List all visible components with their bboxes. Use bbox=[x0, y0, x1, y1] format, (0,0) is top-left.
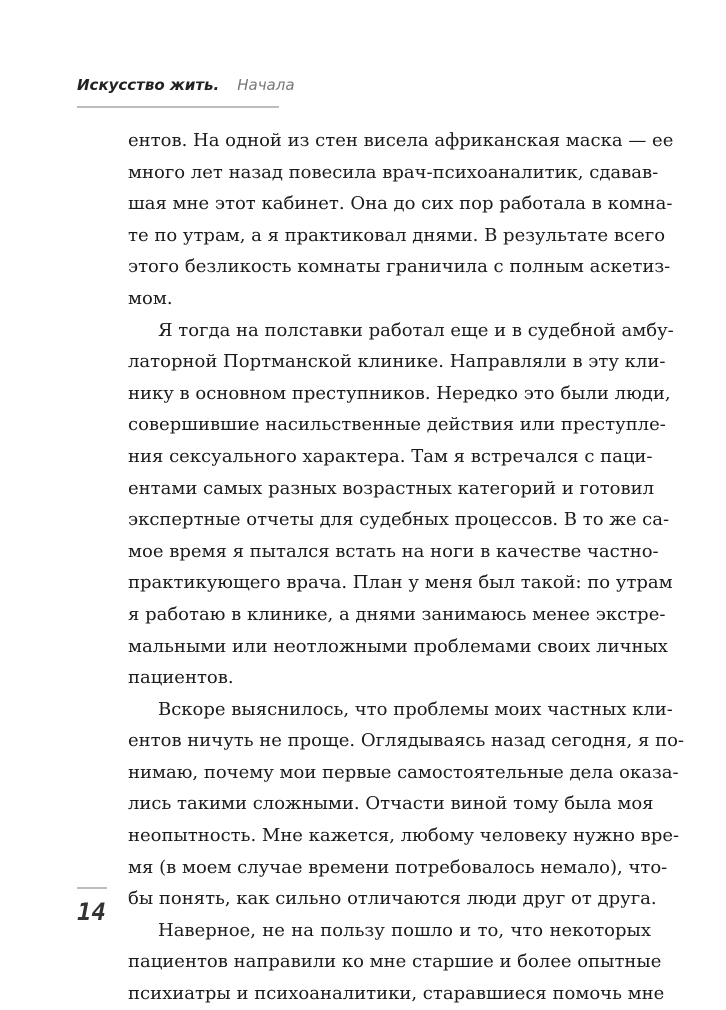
page-number: 14 bbox=[77, 898, 106, 926]
footer-rule bbox=[77, 887, 107, 889]
text-line: Вскоре выяснилось, что проблемы моих частных кли- bbox=[158, 698, 673, 720]
text-line: ния сексуального характера. Там я встречался с паци- bbox=[128, 445, 653, 467]
paragraph bbox=[128, 315, 674, 694]
text-line: Наверное, не на пользу пошло и то, что некоторых bbox=[158, 919, 651, 941]
chapter-title: Начала bbox=[237, 76, 295, 94]
text-line: ентов. На одной из стен висела африканская маска — ее bbox=[128, 130, 674, 151]
text-line: латорной Портманской клинике. Направляли в эту кли- bbox=[128, 351, 666, 373]
text-line: пациентов направили ко мне старшие и более опытные bbox=[128, 951, 662, 973]
text-line: много лет назад повесила врач-психоаналитик, сдавав- bbox=[128, 161, 659, 183]
running-head bbox=[77, 76, 295, 104]
text-line: психиатры и психоаналитики, старавшиеся помочь мне bbox=[128, 983, 665, 1005]
text-line: нимаю, почему мои первые самостоятельные дела оказа- bbox=[128, 761, 679, 783]
text-line: этого безликость комнаты граничила с полным аскетиз- bbox=[128, 256, 671, 278]
text-line: мя (в моем случае времени потребовалось немало), что- bbox=[128, 856, 668, 878]
text-line: ентами самых разных возрастных категорий и готовил bbox=[128, 477, 655, 499]
text-line: мальными или неотложными проблемами своих личных bbox=[128, 635, 668, 657]
paragraph bbox=[128, 694, 684, 915]
text-line: ентов ничуть не проще. Оглядываясь назад сегодня, я по- bbox=[128, 730, 684, 752]
text-line: шая мне этот кабинет. Она до сих пор работала в комна- bbox=[128, 193, 673, 215]
body-text bbox=[128, 125, 684, 1010]
text-line: мом. bbox=[128, 287, 173, 309]
book-title: Искусство жить. bbox=[77, 76, 220, 94]
text-line: те по утрам, а я практиковал днями. В результате всего bbox=[128, 224, 666, 246]
text-line: совершившие насильственные действия или преступле- bbox=[128, 414, 666, 436]
paragraph bbox=[128, 915, 665, 1010]
text-line: экспертные отчеты для судебных процессов. В то же са- bbox=[128, 509, 670, 531]
text-line: лись такими сложными. Отчасти виной тому была моя bbox=[128, 793, 654, 815]
paragraph bbox=[128, 125, 674, 315]
text-line: бы понять, как сильно отличаются люди друг от друга. bbox=[128, 888, 657, 910]
text-line: мое время я пытался встать на ноги в качестве частно- bbox=[128, 540, 659, 562]
text-line: пациентов. bbox=[128, 667, 234, 689]
header-rule bbox=[77, 106, 279, 108]
text-line: неопытность. Мне кажется, любому человеку нужно вре- bbox=[128, 825, 680, 847]
text-line: нику в основном преступников. Нередко это были люди, bbox=[128, 382, 671, 404]
text-line: я работаю в клинике, а днями занимаюсь менее экстре- bbox=[128, 603, 666, 625]
text-line: Я тогда на полставки работал еще и в судебной амбу- bbox=[158, 319, 674, 341]
text-line: практикующего врача. План у меня был такой: по утрам bbox=[128, 572, 673, 594]
